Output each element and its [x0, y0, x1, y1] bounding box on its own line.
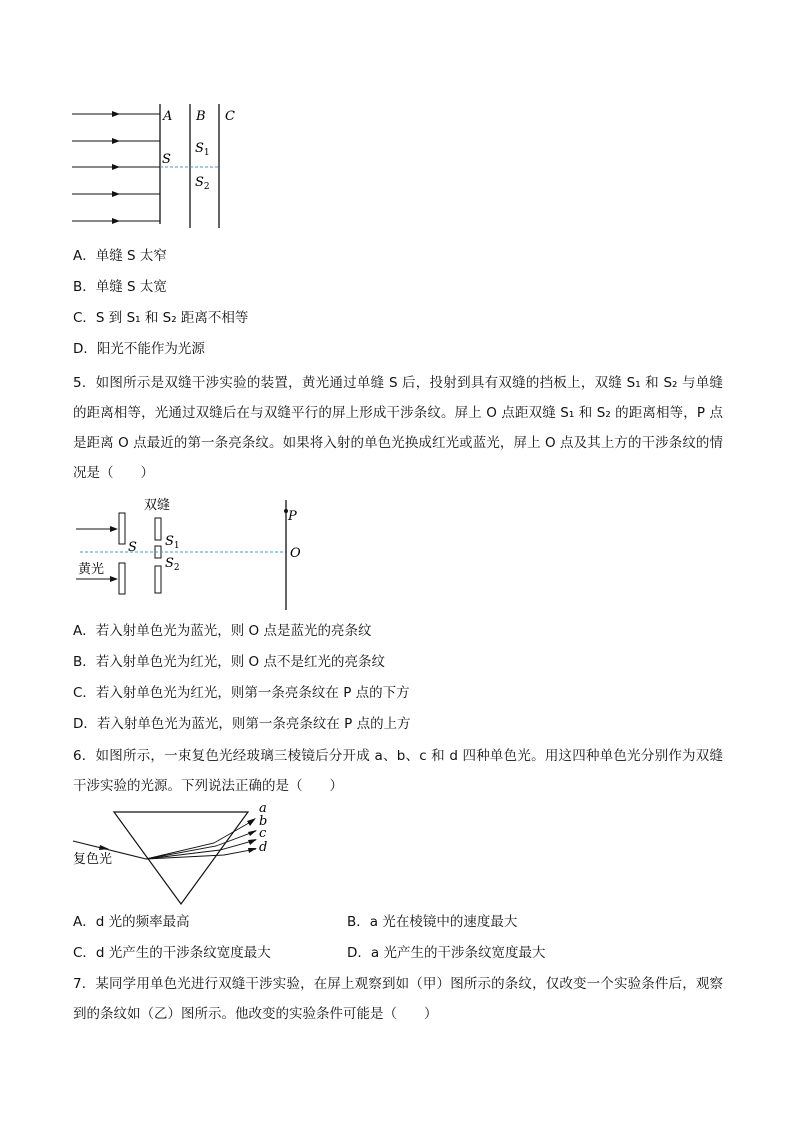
q5-label-o: O [290, 546, 301, 561]
svg-text:S2 [165, 556, 180, 573]
q4-label-c: C [225, 109, 235, 124]
q5-label-yellow: 黄光 [78, 562, 105, 577]
q6-option-b: B．a 光在棱镜中的速度最大 [347, 914, 518, 930]
q5-option-d: D．若入射单色光为蓝光，则第一条亮条纹在 P 点的上方 [73, 716, 411, 732]
q4-label-s: S [162, 152, 171, 167]
q6-stem: 6．如图所示，一束复色光经玻璃三棱镜后分开成 a、b、c 和 d 四种单色光。用这四种单色光分别作为双缝干涉实验的光源。下列说法正确的是（ ） [73, 748, 723, 794]
q7-stem: 7．某同学用单色光进行双缝干涉实验，在屏上观察到如（甲）图所示的条纹，仅改变一个实验条件后，观察到的条纹如（乙）图所示。他改变的实验条件可能是（ ） [73, 976, 723, 1022]
q5-figure [70, 490, 320, 612]
q4-label-b: B [196, 109, 206, 124]
q6-prism [114, 812, 248, 904]
q4-label-s2-sub: 2 [203, 182, 210, 192]
q6-option-d: D．a 光产生的干涉条纹宽度最大 [347, 945, 546, 961]
q5-label-s2-sub: 2 [173, 563, 180, 573]
q6-label-composite: 复色光 [73, 852, 113, 867]
q5-label-s1-sub: 1 [173, 541, 180, 551]
svg-text:S2 [195, 175, 210, 192]
q4-label-s1-sub: 1 [203, 148, 210, 158]
svg-text:S1 [165, 534, 180, 551]
q5-option-b: B．若入射单色光为红光，则 O 点不是红光的亮条纹 [73, 654, 385, 670]
q5-double-slit-bottom [155, 566, 161, 593]
q6-option-c: C．d 光产生的干涉条纹宽度最大 [73, 945, 271, 961]
q4-option-a: A．单缝 S 太窄 [73, 248, 167, 264]
q5-option-a: A．若入射单色光为蓝光，则 O 点是蓝光的亮条纹 [73, 623, 372, 639]
svg-text:S1 [195, 141, 210, 158]
q5-option-c: C．若入射单色光为红光，则第一条亮条纹在 P 点的下方 [73, 685, 410, 701]
q5-label-p: P [288, 509, 297, 524]
q4-option-d: D．阳光不能作为光源 [73, 341, 205, 357]
q5-label-s: S [128, 540, 137, 555]
q5-single-slit-bottom [119, 563, 125, 594]
q6-label-d: d [259, 840, 268, 855]
q4-option-c: C．S 到 S₁ 和 S₂ 距离不相等 [73, 310, 249, 326]
q5-single-slit-top [119, 513, 125, 544]
q5-label-s2: S [165, 556, 174, 571]
q6-option-a: A．d 光的频率最高 [73, 914, 190, 930]
q5-label-double-slit: 双缝 [144, 498, 171, 513]
q6-label-c: c [259, 826, 267, 841]
q4-figure [70, 100, 250, 232]
q6-label-a: a [259, 801, 267, 816]
q5-double-slit-top [155, 518, 161, 540]
q5-stem: 5．如图所示是双缝干涉实验的装置，黄光通过单缝 S 后，投射到具有双缝的挡板上，双缝 S₁ 和 S₂ 与单缝的距离相等，光通过双缝后在与双缝平行的屏上形成干涉条纹。屏上 O 点距双缝 S₁ 和 S₂ 的距离相等，P 点是距离 O 点最近的第一条亮条纹。如果将入射的单色光换成红光或蓝光，屏上 O 点及其上方的干涉条纹的情况是（ ） [73, 375, 723, 481]
q5-label-s1: S [165, 534, 174, 549]
q4-incident-rays [72, 111, 160, 224]
q4-option-b: B．单缝 S 太宽 [73, 279, 167, 295]
q4-label-s2: S [195, 175, 204, 190]
q6-label-b: b [259, 814, 268, 829]
q6-figure [70, 800, 300, 908]
q4-label-s1: S [195, 141, 204, 156]
q4-label-a: A [163, 109, 173, 124]
